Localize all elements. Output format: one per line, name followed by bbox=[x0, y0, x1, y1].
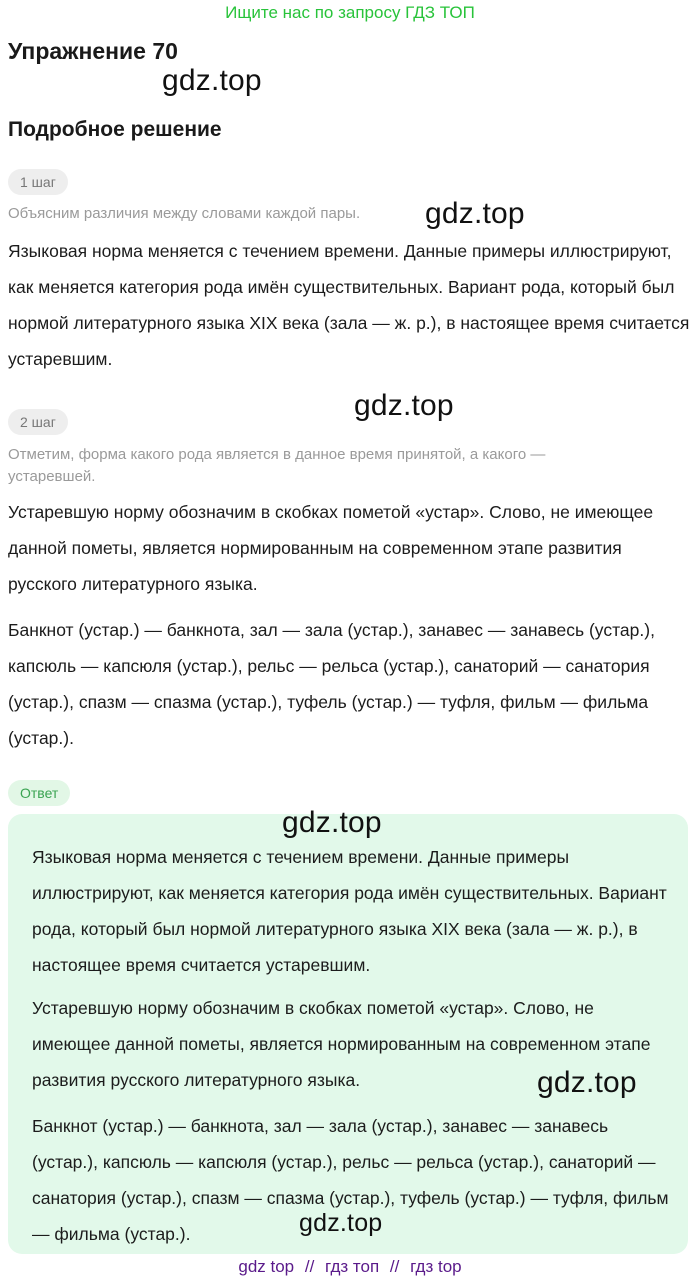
answer-paragraph-2: Устаревшую норму обозначим в скобках пометой «устар». Слово, не имеющее данной пометы, является нормированным на современном этапе развития русского литературного языка. bbox=[32, 998, 651, 1090]
watermark: gdz.top bbox=[425, 197, 525, 230]
footer-link-gdz-top[interactable]: gdz top bbox=[238, 1257, 295, 1276]
page-title: Упражнение 70 bbox=[8, 38, 178, 64]
footer-separator: // bbox=[304, 1257, 315, 1276]
answer-paragraph-3: Банкнот (устар.) — банкнота, зал — зала (устар.), занавес — занавесь (устар.), капсюль — капсюля (устар.), рельс — рельса (устар.), санаторий — санатория (устар.), спазм — спазма (устар.), туфель (устар.) — туфля, фильм — фильма (устар.). bbox=[32, 1116, 669, 1244]
step-1-paragraph: Языковая норма меняется с течением времени. Данные примеры иллюстрируют, как меняется категория рода имён существительных. Вариант рода, который был нормой литературного языка XIX века (зала — ж. р.), в настоящее время считается устаревшим. bbox=[8, 241, 690, 369]
answer-paragraph-1: Языковая норма меняется с течением времени. Данные примеры иллюстрируют, как меняется категория рода имён существительных. Вариант рода, который был нормой литературного языка XIX века (зала — ж. р.), в настоящее время считается устаревшим. bbox=[32, 847, 667, 975]
watermark: gdz.top bbox=[299, 1209, 383, 1237]
watermark: gdz.top bbox=[162, 64, 262, 97]
answer-badge: Ответ bbox=[8, 780, 70, 806]
step-1-badge: 1 шаг bbox=[8, 169, 68, 195]
search-banner[interactable]: Ищите нас по запросу ГДЗ ТОП bbox=[225, 3, 475, 22]
step-2-paragraph-1: Устаревшую норму обозначим в скобках пометой «устар». Слово, не имеющее данной пометы, является нормированным на современном этапе развития русского литературного языка. bbox=[8, 502, 654, 594]
footer-separator: // bbox=[389, 1257, 400, 1276]
footer-links bbox=[0, 1256, 700, 1278]
watermark: gdz.top bbox=[354, 389, 454, 422]
watermark: gdz.top bbox=[282, 806, 382, 839]
watermark: gdz.top bbox=[537, 1066, 637, 1099]
step-1-hint: Объясним различия между словами каждой пары. bbox=[8, 205, 361, 222]
footer-link-gdz-top-ru[interactable]: гдз топ bbox=[325, 1257, 380, 1276]
footer-link-gdz-top-mixed[interactable]: гдз top bbox=[410, 1257, 462, 1276]
section-title: Подробное решение bbox=[8, 118, 222, 141]
step-2-hint: Отметим, форма какого рода является в данное время принятой, а какого — устаревшей. bbox=[8, 446, 546, 485]
step-2-badge: 2 шаг bbox=[8, 409, 68, 435]
step-2-paragraph-2: Банкнот (устар.) — банкнота, зал — зала (устар.), занавес — занавесь (устар.), капсюль — капсюля (устар.), рельс — рельса (устар.), санаторий — санатория (устар.), спазм — спазма (устар.), туфель (устар.) — туфля, фильм — фильма (устар.). bbox=[8, 620, 655, 748]
